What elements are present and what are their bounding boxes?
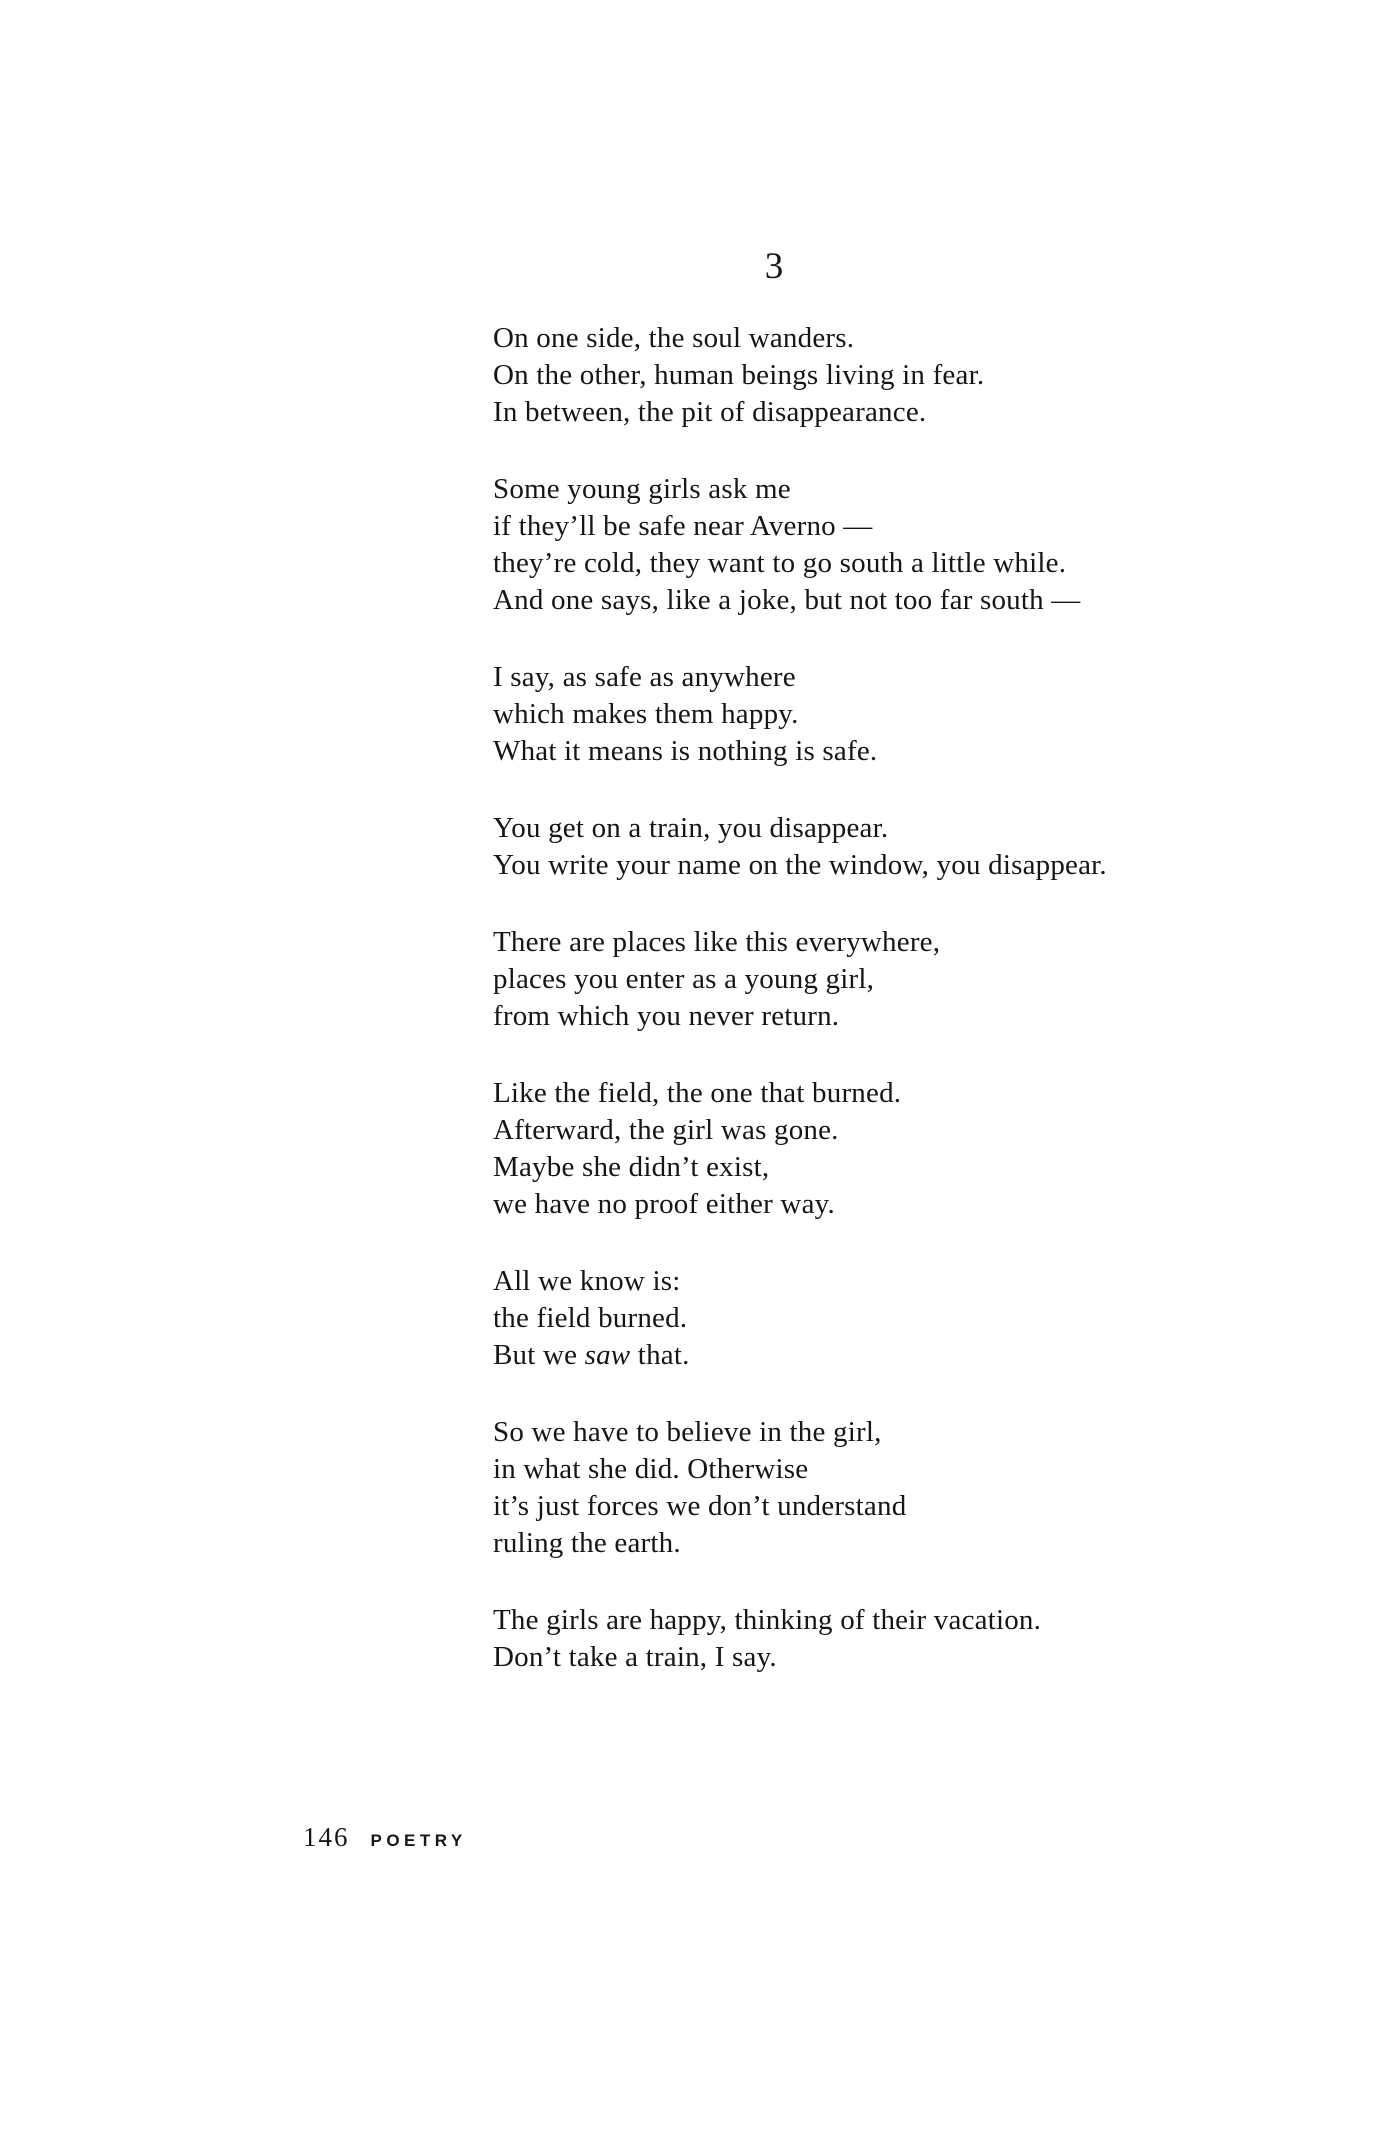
stanza-4 — [493, 810, 1213, 884]
poem-line: So we have to believe in the girl, — [493, 1416, 882, 1448]
poem-line: On one side, the soul wanders. — [493, 322, 855, 354]
poem-line: I say, as safe as anywhere — [493, 661, 796, 693]
stanza-9 — [493, 1602, 1213, 1676]
stanza-2 — [493, 471, 1213, 619]
poem-line: places you enter as a young girl, — [493, 963, 875, 995]
poem-line-with-italic — [493, 1337, 1213, 1374]
poem-line: You get on a train, you disappear. — [493, 812, 889, 844]
stanza-6 — [493, 1075, 1213, 1223]
poem-line: ruling the earth. — [493, 1527, 681, 1559]
poem-line: All we know is: — [493, 1265, 681, 1297]
poem-line: we have no proof either way. — [493, 1188, 835, 1220]
poem-line: And one says, like a joke, but not too far south — — [493, 584, 1081, 616]
poem-line: Afterward, the girl was gone. — [493, 1114, 839, 1146]
stanza-3 — [493, 659, 1213, 770]
poem-line: the field burned. — [493, 1302, 688, 1334]
poem-line-text: But we — [493, 1339, 585, 1371]
poem-line: it’s just forces we don’t understand — [493, 1490, 907, 1522]
poem-line: from which you never return. — [493, 1000, 840, 1032]
stanza-1 — [493, 320, 1213, 431]
poem-line: Like the field, the one that burned. — [493, 1077, 902, 1109]
poem-line: In between, the pit of disappearance. — [493, 396, 927, 428]
poem-line-text: that. — [630, 1339, 690, 1371]
section-number: 3 — [764, 246, 784, 287]
poem-line: There are places like this everywhere, — [493, 926, 941, 958]
poem-line: Some young girls ask me — [493, 473, 791, 505]
stanza-7 — [493, 1263, 1213, 1374]
poem-line: which makes them happy. — [493, 698, 799, 730]
poem — [493, 320, 1213, 1716]
poem-line: The girls are happy, thinking of their vacation. — [493, 1604, 1042, 1636]
running-title: POETRY — [370, 1831, 467, 1850]
poem-line: if they’ll be safe near Averno — — [493, 510, 873, 542]
poem-line: On the other, human beings living in fear. — [493, 359, 985, 391]
page-footer — [303, 1822, 467, 1853]
page-number-folio: 146 — [303, 1822, 350, 1852]
stanza-8 — [493, 1414, 1213, 1562]
stanza-5 — [493, 924, 1213, 1035]
poem-line: in what she did. Otherwise — [493, 1453, 809, 1485]
poem-line-italic-word: saw — [584, 1339, 631, 1371]
poem-line: they’re cold, they want to go south a little while. — [493, 547, 1067, 579]
poem-line: Don’t take a train, I say. — [493, 1641, 777, 1673]
poem-line: You write your name on the window, you disappear. — [493, 849, 1107, 881]
poem-line: What it means is nothing is safe. — [493, 735, 878, 767]
poem-line: Maybe she didn’t exist, — [493, 1151, 770, 1183]
